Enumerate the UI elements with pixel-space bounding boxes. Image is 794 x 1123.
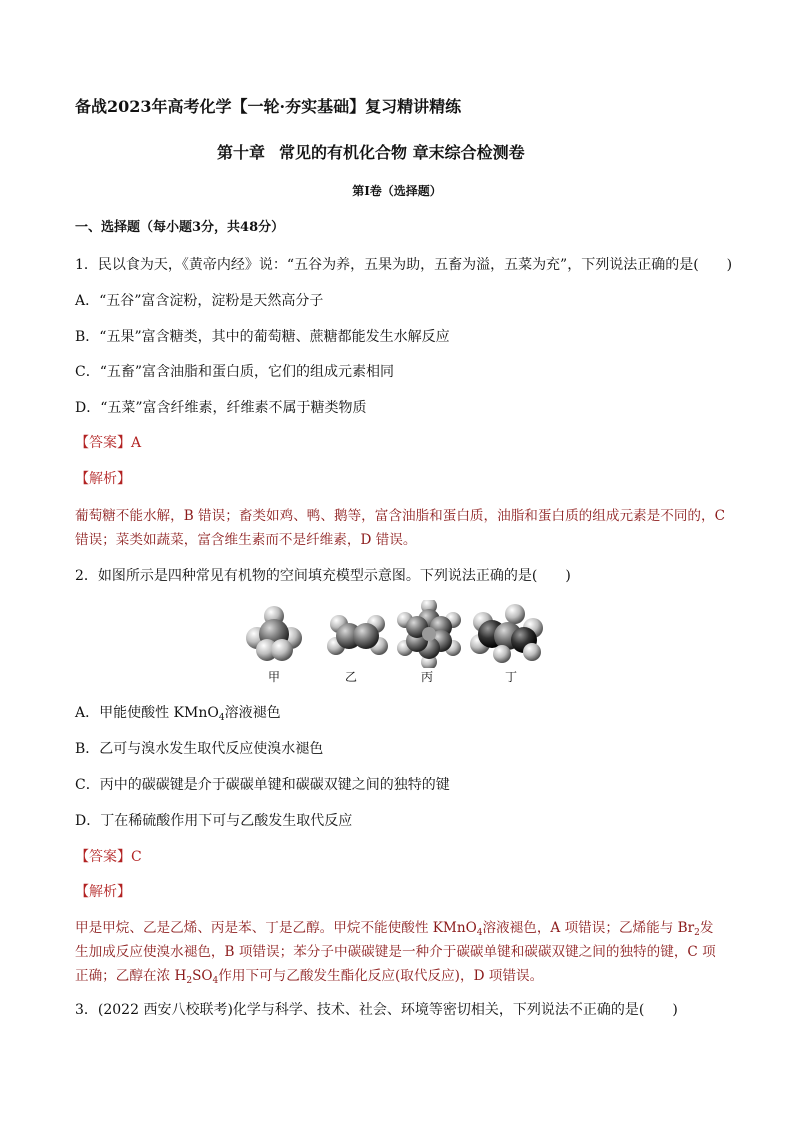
molecule-label: 甲 bbox=[268, 670, 281, 684]
q1-answer: 【答案】A bbox=[75, 435, 142, 451]
q2-stem: 2．如图所示是四种常见有机物的空间填充模型示意图。下列说法正确的是( ) bbox=[75, 568, 571, 584]
q3-stem: 3．(2022 西安八校联考)化学与科学、技术、社会、环境等密切相关，下列说法不正确的是( ) bbox=[75, 1002, 678, 1018]
benzene-model bbox=[397, 600, 461, 668]
q2-analysis-line: 甲是甲烷、乙是乙烯、丙是苯、丁是乙醇。甲烷不能使酸性 KMnO$_4$溶液褪色，A 项错误；乙烯能与 $Br_2$发 bbox=[75, 920, 714, 938]
q2-analysis-label: 【解析】 bbox=[75, 884, 131, 900]
chapter-name: 常见的有机化合物 章末综合检测卷 bbox=[279, 143, 525, 162]
q2-analysis-line: 正确；乙醇在浓 $H_2SO_4$作用下可与乙酸发生酯化反应(取代反应)，D 项错误。 bbox=[75, 968, 544, 986]
q2-option-b: B．乙可与溴水发生取代反应使溴水褪色 bbox=[75, 741, 324, 757]
q1-option-d: D．“五菜”富含纤维素，纤维素不属于糖类物质 bbox=[75, 400, 367, 416]
q2-analysis-line: 生加成反应使溴水褪色，B 项错误；苯分子中碳碳键是一种介于碳碳单键和碳碳双键之间的独特的键，C 项 bbox=[75, 944, 716, 960]
molecule-label: 丁 bbox=[505, 670, 518, 684]
q2-answer: 【答案】C bbox=[75, 849, 142, 865]
q2-option-d: D．丁在稀硫酸作用下可与乙酸发生取代反应 bbox=[75, 813, 353, 829]
molecule-models-figure bbox=[240, 600, 550, 668]
part-title: 第Ⅰ卷（选择题） bbox=[352, 184, 442, 198]
q2-option-c: C．丙中的碳碳键是介于碳碳单键和碳碳双键之间的独特的键 bbox=[75, 777, 450, 793]
q1-analysis-line: 葡萄糖不能水解，B 错误；畜类如鸡、鸭、鹅等，富含油脂和蛋白质，油脂和蛋白质的组成元素是不同的，C bbox=[75, 508, 726, 524]
molecule-label: 乙 bbox=[345, 670, 358, 684]
document-title: 备战2023年高考化学【一轮·夯实基础】复习精讲精练 bbox=[75, 97, 462, 116]
ethanol-model bbox=[470, 604, 543, 663]
q1-analysis-label: 【解析】 bbox=[75, 471, 131, 487]
chapter-number: 第十章 bbox=[217, 143, 266, 162]
ethylene-model bbox=[327, 615, 388, 655]
chapter-title bbox=[217, 143, 525, 163]
q1-option-b: B．“五果”富含糖类，其中的葡萄糖、蔗糖都能发生水解反应 bbox=[75, 329, 450, 345]
q1-option-a: A．“五谷”富含淀粉，淀粉是天然高分子 bbox=[75, 293, 324, 309]
section-heading: 一、选择题（每小题3分，共48分） bbox=[75, 220, 285, 235]
q1-option-c: C．“五畜”富含油脂和蛋白质，它们的组成元素相同 bbox=[75, 364, 395, 380]
q1-analysis-line: 错误；菜类如蔬菜，富含维生素而不是纤维素，D 错误。 bbox=[75, 532, 417, 548]
molecule-label: 丙 bbox=[421, 670, 434, 684]
q1-stem: 1．民以食为天，《黄帝内经》说：“五谷为养，五果为助，五畜为溢，五菜为充”，下列说法正确的是( ) bbox=[75, 257, 733, 273]
q2-option-a: A．甲能使酸性 KMnO$_4$溶液褪色 bbox=[75, 705, 281, 723]
methane-model bbox=[246, 606, 302, 661]
